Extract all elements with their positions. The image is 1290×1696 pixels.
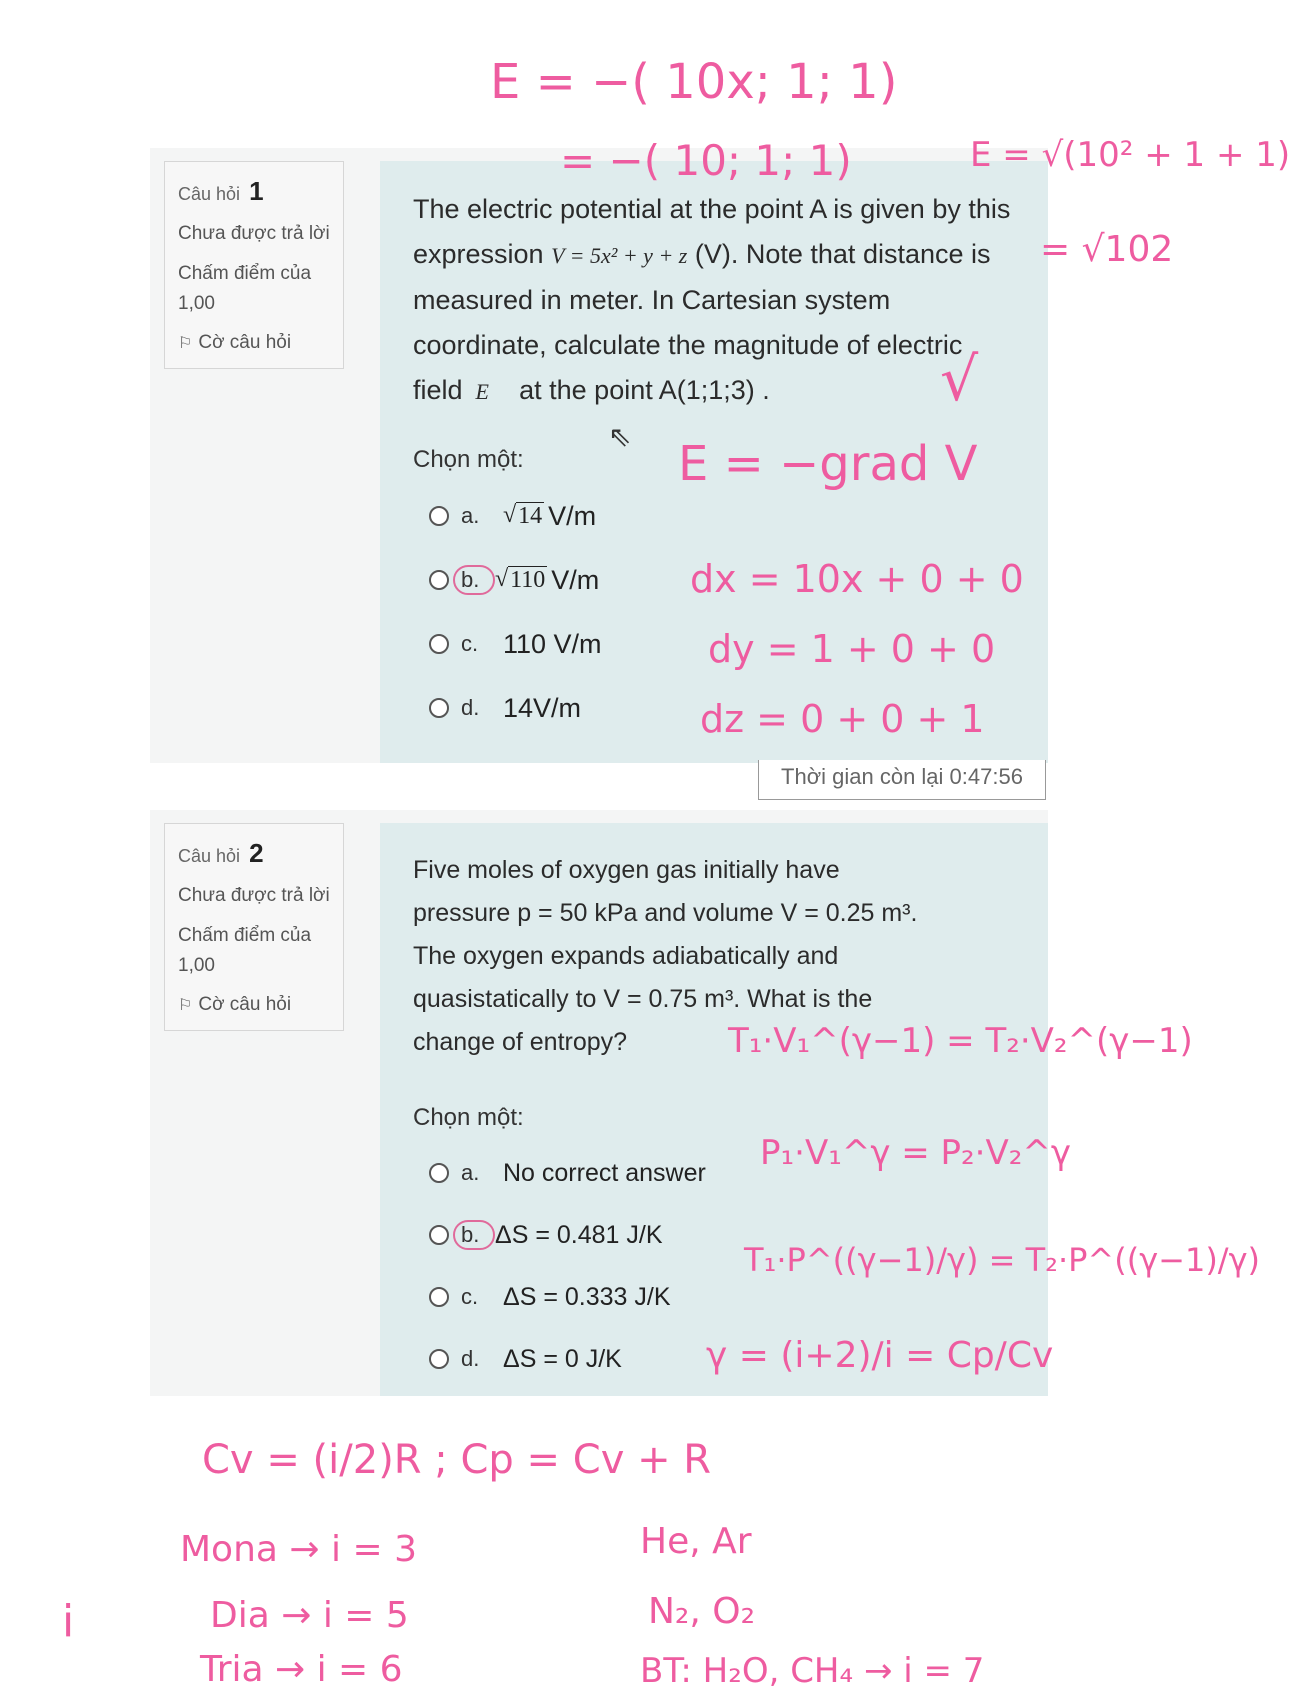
- radio-button[interactable]: [429, 1287, 449, 1307]
- answer-option-c[interactable]: c. 110 V/m: [413, 612, 1018, 676]
- question-content-2: [380, 823, 1048, 1396]
- ink-line: dz = 0 + 0 + 1: [700, 697, 985, 741]
- time-remaining: Thời gian còn lại 0:47:56: [758, 760, 1046, 800]
- ink-line: E = −grad V: [678, 436, 978, 492]
- ink-line: dy = 1 + 0 + 0: [708, 627, 996, 671]
- mouse-cursor-icon: ⇖: [608, 421, 632, 452]
- ink-line: P₁·V₁^γ = P₂·V₂^γ: [760, 1133, 1071, 1173]
- question-text: The electric potential at the point A is given by this expression V = 5x² + y + z (V). Note that distance is measured in meter. In Cartesian system coordinate, calculate the magnitude of electric field E⃗ at the point A(1;1;3) .: [413, 194, 1011, 405]
- ink-line: Dia → i = 5: [210, 1595, 409, 1636]
- answer-option-b[interactable]: b. ΔS = 0.481 J/K: [413, 1204, 1018, 1266]
- ink-check: √: [940, 345, 979, 415]
- ink-line: T₁·P^((γ−1)/γ) = T₂·P^((γ−1)/γ): [744, 1241, 1260, 1279]
- ink-line: T₁·V₁^(γ−1) = T₂·V₂^(γ−1): [728, 1021, 1193, 1061]
- ink-line: E = −( 10x; 1; 1): [490, 54, 898, 110]
- radio-button[interactable]: [429, 506, 449, 526]
- question-status: Chưa được trả lời: [178, 223, 330, 244]
- question-number: Câu hỏi 1: [178, 176, 264, 206]
- field-vector-symbol: E⃗: [475, 379, 512, 404]
- radio-button[interactable]: [429, 1225, 449, 1245]
- ink-line: Tria → i = 6: [200, 1649, 403, 1690]
- ink-line: = −( 10; 1; 1): [560, 136, 852, 185]
- flag-question-link[interactable]: ⚐ Cờ câu hỏi: [178, 994, 292, 1015]
- sqrt-expression: √ 110: [495, 566, 546, 593]
- question-block-1: [150, 148, 1048, 763]
- ink-line: He, Ar: [640, 1521, 752, 1562]
- answer-option-d[interactable]: d. ΔS = 0 J/K: [413, 1328, 1018, 1390]
- answer-option-d[interactable]: d. 14V/m: [413, 676, 1018, 740]
- answer-option-b[interactable]: b. √ 110 V/m: [413, 548, 1018, 612]
- ink-line: Mona → i = 3: [180, 1529, 417, 1570]
- radio-button[interactable]: [429, 570, 449, 590]
- question-content-1: [380, 161, 1048, 763]
- ink-line: E = √(10² + 1 + 1): [970, 135, 1290, 175]
- question-status: Chưa được trả lời: [178, 885, 330, 906]
- question-text: Five moles of oxygen gas initially have pressure p = 50 kPa and volume V = 0.25 m³. The oxygen expands adiabatically and quasistatically to V = 0.75 m³. What is the change of entropy?: [413, 856, 918, 1056]
- radio-button[interactable]: [429, 634, 449, 654]
- ink-line: i: [62, 1596, 75, 1647]
- question-info-1: [164, 161, 344, 369]
- flag-question-link[interactable]: ⚐ Cờ câu hỏi: [178, 332, 292, 353]
- question-number: Câu hỏi 2: [178, 838, 264, 868]
- choose-one-label: Chọn một:: [413, 446, 524, 473]
- ink-line: dx = 10x + 0 + 0: [690, 557, 1024, 601]
- ink-line: Cv = (i/2)R ; Cp = Cv + R: [202, 1437, 712, 1483]
- potential-formula: V = 5x² + y + z: [551, 243, 688, 268]
- ink-line: BT: H₂O, CH₄ → i = 7: [640, 1651, 985, 1691]
- ink-line: = √102: [1040, 229, 1174, 270]
- ink-line: γ = (i+2)/i = Cp/Cv: [706, 1335, 1054, 1376]
- choose-one-label: Chọn một:: [413, 1104, 524, 1131]
- flag-icon: ⚐: [178, 335, 193, 352]
- flag-icon: ⚐: [178, 997, 193, 1014]
- answer-options: [413, 1142, 1018, 1390]
- question-block-2: [150, 810, 1048, 1396]
- radio-button[interactable]: [429, 1349, 449, 1369]
- answer-options: [413, 484, 1018, 740]
- radio-button[interactable]: [429, 1163, 449, 1183]
- answer-option-c[interactable]: c. ΔS = 0.333 J/K: [413, 1266, 1018, 1328]
- question-info-2: [164, 823, 344, 1031]
- radio-button[interactable]: [429, 698, 449, 718]
- answer-option-a[interactable]: a. √ 14 V/m: [413, 484, 1018, 548]
- answer-option-a[interactable]: a. No correct answer: [413, 1142, 1018, 1204]
- sqrt-expression: √ 14: [503, 502, 543, 529]
- question-grade: Chấm điểm của 1,00: [178, 925, 312, 976]
- ink-line: N₂, O₂: [648, 1591, 756, 1632]
- question-grade: Chấm điểm của 1,00: [178, 263, 312, 314]
